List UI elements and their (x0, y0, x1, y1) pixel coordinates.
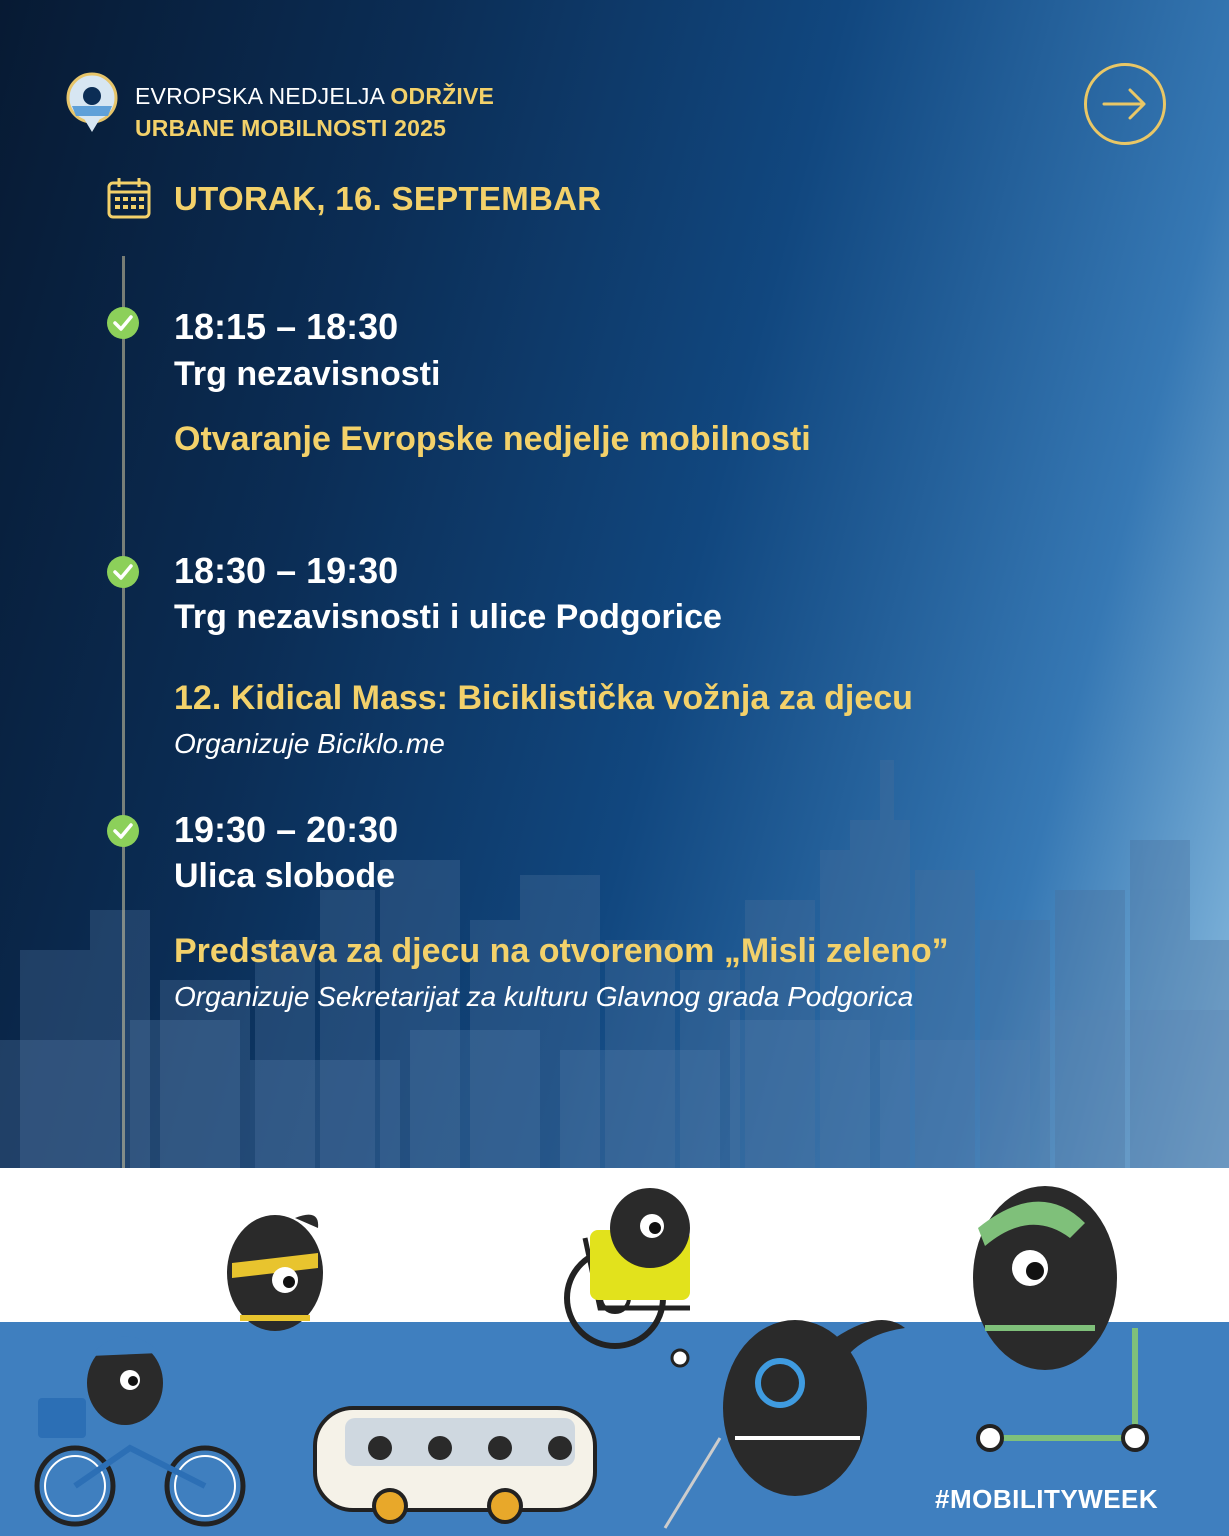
check-circle-icon (106, 306, 140, 340)
check-circle-icon (106, 814, 140, 848)
scooter-character (973, 1186, 1147, 1450)
event-time: 18:15 – 18:30 (174, 306, 399, 347)
event-title: Otvaranje Evropske nedjelje mobilnosti (174, 420, 811, 458)
timeline-line (122, 256, 125, 1168)
event-location: Ulica slobode (174, 857, 396, 895)
event-location: Trg nezavisnosti i ulice Podgorice (174, 598, 722, 636)
walker-with-cane-character (665, 1320, 905, 1528)
event-title: 12. Kidical Mass: Biciklistička vožnja za djecu (174, 679, 913, 717)
event-organizer: Organizuje Biciklo.me (174, 728, 445, 759)
runner-character (227, 1215, 323, 1331)
arrow-right-icon (1100, 86, 1150, 122)
event-title-line1-highlight: ODRŽIVE (390, 83, 495, 109)
next-button[interactable] (1084, 63, 1166, 145)
hashtag-label: #MOBILITYWEEK (935, 1484, 1159, 1514)
cyclist-character (37, 1336, 243, 1524)
event-organizer: Organizuje Sekretarijat za kulturu Glavnog grada Podgorica (174, 981, 914, 1012)
wheelchair-character (567, 1188, 690, 1366)
calendar-icon (107, 177, 151, 219)
event-time: 19:30 – 20:30 (174, 809, 399, 850)
event-time: 18:30 – 19:30 (174, 550, 399, 591)
event-title-line2: URBANE MOBILNOSTI 2025 (135, 115, 447, 141)
event-title: Predstava za djecu na otvorenom „Misli zeleno” (174, 932, 949, 970)
mobility-characters-illustration (0, 1168, 1229, 1536)
check-circle-icon (106, 555, 140, 589)
bus-illustration (315, 1408, 595, 1522)
event-location: Trg nezavisnosti (174, 355, 441, 393)
event-logo-icon (64, 72, 120, 134)
schedule-date: UTORAK, 16. SEPTEMBAR (174, 180, 602, 217)
event-title (135, 80, 494, 144)
event-title-line1: EVROPSKA NEDJELJA (135, 83, 391, 109)
